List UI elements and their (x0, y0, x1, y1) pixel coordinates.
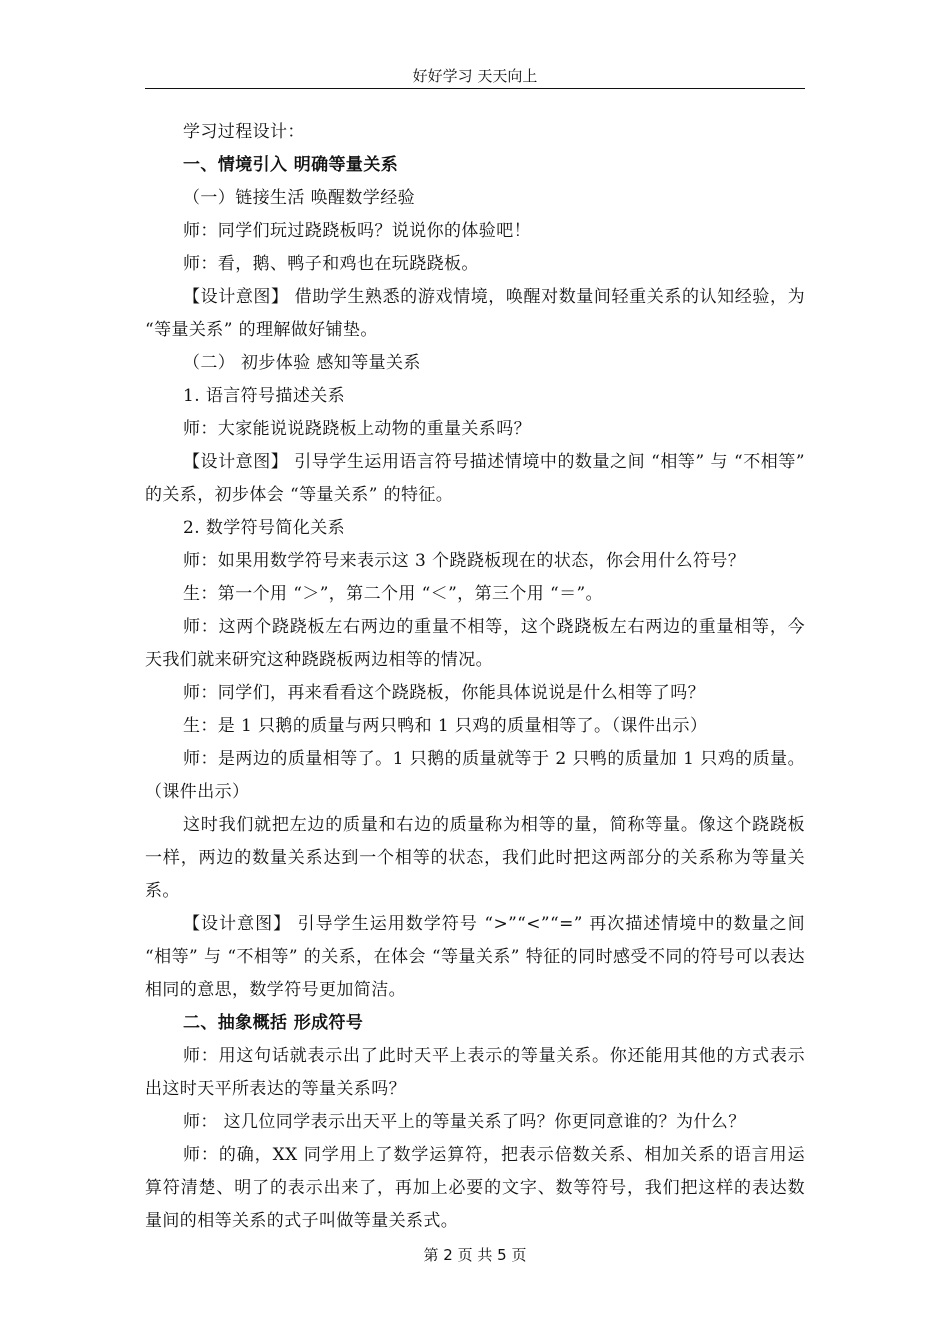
paragraph: 生：第一个用 “＞”，第二个用 “＜”，第三个用 “＝”。 (183, 584, 603, 604)
paragraph: 师：同学们，再来看看这个跷跷板，你能具体说说是什么相等了吗？ (183, 683, 705, 703)
subsection-heading: （一）链接生活 唤醒数学经验 (183, 188, 416, 208)
design-intent-paragraph: 【设计意图】 引导学生运用数学符号 “>”“<”“=” 再次描述情境中的数量之间 “相等” 与 “不相等” 的关系，在体会 “等量关系” 特征的同时感受不同的符号可以表达相同的意思，数学符号更加简洁。 (145, 914, 805, 1000)
numbered-item: 1. 语言符号描述关系 (183, 386, 346, 406)
paragraph: 师：用这句话就表示出了此时天平上表示的等量关系。你还能用其他的方式表示出这时天平所表达的等量关系吗？ (145, 1046, 805, 1099)
paragraph: 师：如果用数学符号来表示这 3 个跷跷板现在的状态，你会用什么符号？ (183, 551, 746, 571)
page-header: 好好学习 天天向上 (412, 67, 538, 85)
paragraph: 师：是两边的质量相等了。1 只鹅的质量就等于 2 只鸭的质量加 1 只鸡的质量。（课件出示） (145, 749, 805, 802)
paragraph: 师： 这几位同学表示出天平上的等量关系了吗？你更同意谁的？为什么？ (183, 1112, 746, 1132)
numbered-item: 2. 数学符号简化关系 (183, 518, 346, 538)
paragraph: 这时我们就把左边的质量和右边的质量称为相等的量，简称等量。像这个跷跷板一样，两边的数量关系达到一个相等的状态，我们此时把这两部分的关系称为等量关系。 (145, 815, 805, 901)
paragraph: 学习过程设计： (183, 122, 305, 142)
paragraph: 师：这两个跷跷板左右两边的重量不相等，这个跷跷板左右两边的重量相等，今天我们就来研究这种跷跷板两边相等的情况。 (145, 617, 805, 670)
subsection-heading: （二） 初步体验 感知等量关系 (183, 353, 421, 373)
section-heading: 一、情境引入 明确等量关系 (183, 155, 399, 175)
header-divider (145, 88, 805, 89)
paragraph: 师：大家能说说跷跷板上动物的重量关系吗？ (183, 419, 531, 439)
design-intent-paragraph: 【设计意图】 引导学生运用语言符号描述情境中的数量之间 “相等” 与 “不相等” 的关系，初步体会 “等量关系” 的特征。 (145, 452, 805, 505)
paragraph: 师：同学们玩过跷跷板吗？说说你的体验吧！ (183, 221, 531, 241)
paragraph: 师：的确，XX 同学用上了数学运算符，把表示倍数关系、相加关系的语言用运算符清楚、明了的表示出来了，再加上必要的文字、数等符号，我们把这样的表达数量间的相等关系的式子叫做等量关系式。 (145, 1145, 805, 1231)
page-footer: 第 2 页 共 5 页 (423, 1246, 527, 1264)
paragraph: 师：看，鹅、鸭子和鸡也在玩跷跷板。 (183, 254, 479, 274)
paragraph: 生：是 1 只鹅的质量与两只鸭和 1 只鸡的质量相等了。（课件出示） (183, 716, 708, 736)
design-intent-paragraph: 【设计意图】 借助学生熟悉的游戏情境，唤醒对数量间轻重关系的认知经验，为 “等量关系” 的理解做好铺垫。 (145, 287, 805, 340)
section-heading: 二、抽象概括 形成符号 (183, 1013, 364, 1033)
document-body (145, 116, 805, 1238)
